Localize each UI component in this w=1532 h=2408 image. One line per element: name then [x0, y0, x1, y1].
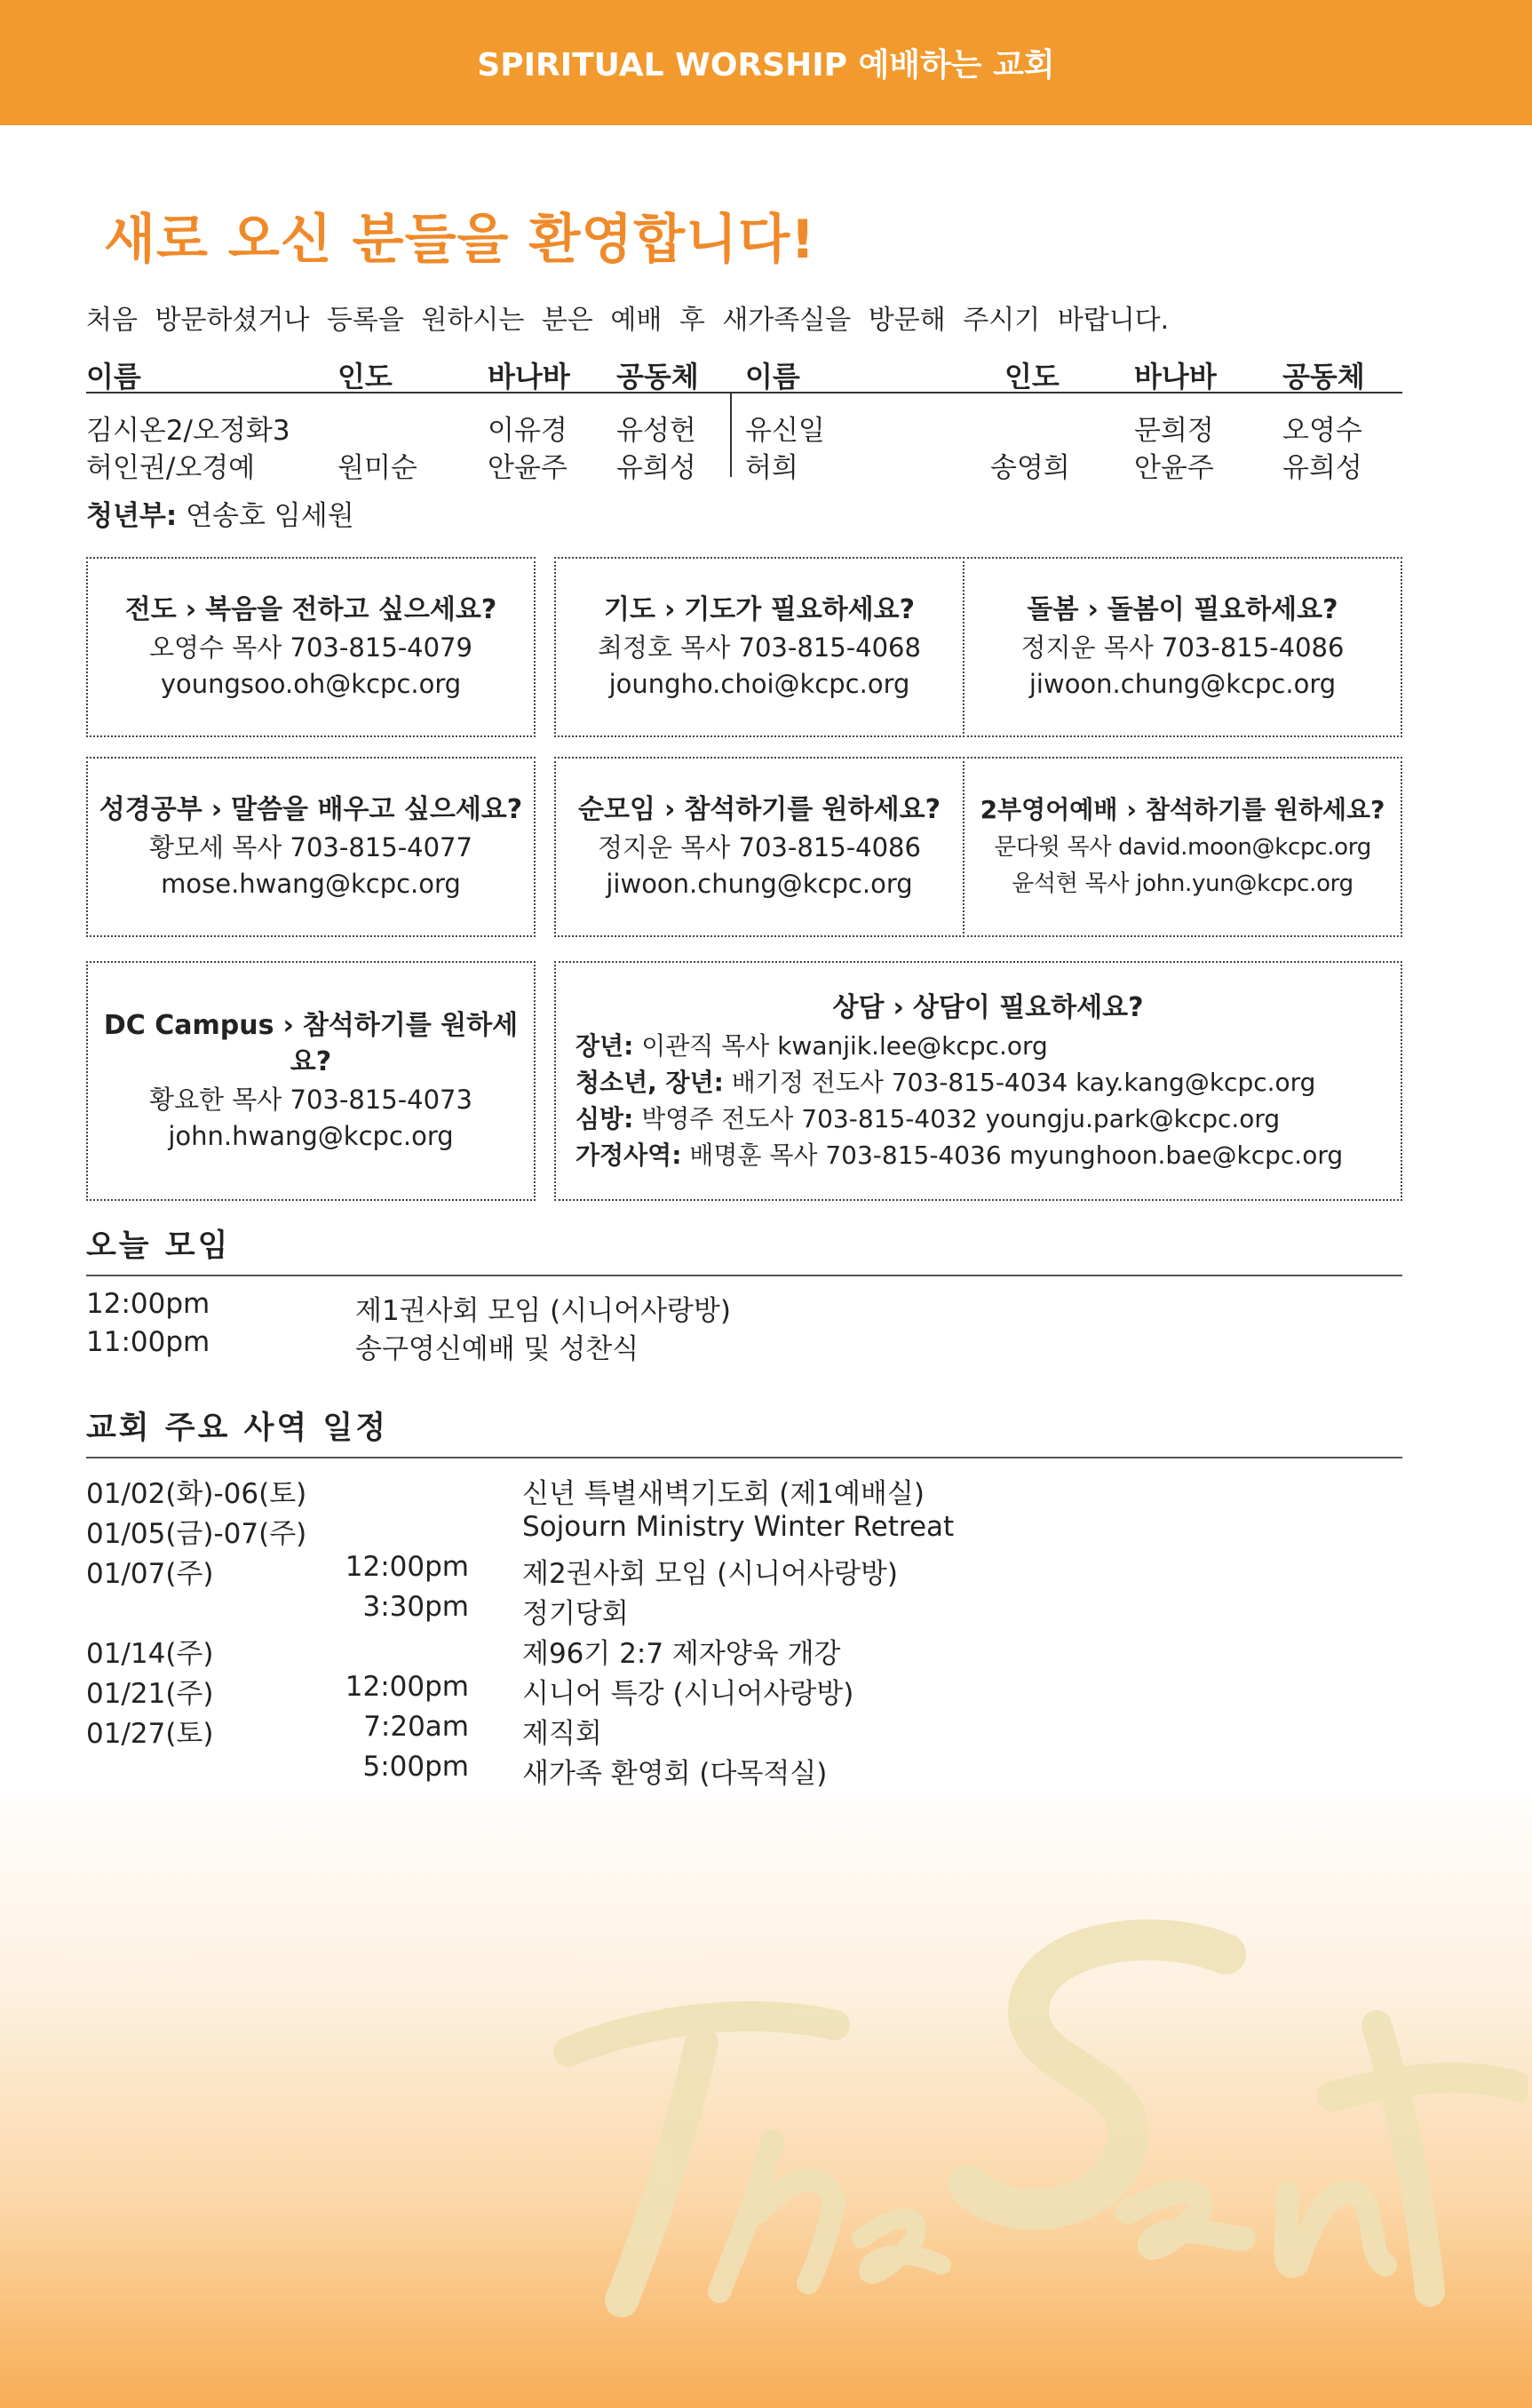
today-time: 12:00pm: [86, 1288, 210, 1320]
youth-names: 연송호 임세원: [186, 500, 354, 532]
members-header-row: [86, 351, 1402, 393]
member-community: 오영수: [1282, 415, 1362, 447]
counsel-label: 가정사역:: [575, 1140, 682, 1170]
box-category: 기도: [603, 594, 655, 625]
box-category: 상담: [832, 991, 885, 1023]
chevron-right-icon: ›: [1087, 594, 1099, 625]
today-event: 제1권사회 모임 (시니어사랑방): [355, 1295, 731, 1327]
chevron-right-icon: ›: [663, 794, 676, 825]
new-members-table: [86, 351, 1402, 484]
youth-label: 청년부:: [86, 500, 178, 532]
ministry-box-prayer: [554, 557, 964, 737]
box-contact: 오영수 목사 703-815-4079: [149, 632, 472, 663]
box-contact-2: 윤석현 목사 john.yun@kcpc.org: [1012, 870, 1353, 897]
counsel-line: [575, 1064, 1401, 1101]
counsel-text: 이관직 목사 kwanjik.lee@kcpc.org: [641, 1030, 1048, 1061]
ministry-box-cell-group: [554, 757, 964, 937]
member-barnabas: 문희정: [1134, 415, 1214, 447]
member-guide: 원미순: [337, 452, 417, 484]
box-title: [556, 592, 963, 628]
schedule-date: 01/21(주): [86, 1678, 214, 1710]
box-contact: 문다윗 목사 david.moon@kcpc.org: [994, 834, 1371, 861]
schedule-time: 3:30pm: [362, 1591, 469, 1623]
schedule-event: 신년 특별새벽기도회 (제1예배실): [522, 1478, 925, 1510]
table-row: [86, 404, 1402, 447]
box-email: jiwoon.chung@kcpc.org: [606, 869, 913, 899]
member-name: 허인권/오경예: [86, 452, 256, 484]
box-question: 참석하기를 원하세요?: [290, 1010, 519, 1077]
box-contact: 정지운 목사 703-815-4086: [1020, 632, 1345, 663]
box-question: 참석하기를 원하세요?: [684, 794, 941, 825]
box-question: 말씀을 배우고 싶으세요?: [231, 794, 523, 825]
box-title: [575, 989, 1401, 1026]
box-question: 복음을 전하고 싶으세요?: [205, 594, 497, 625]
box-title: [964, 791, 1401, 828]
chevron-right-icon: ›: [185, 594, 197, 625]
the-sent-watermark-logo: [551, 1919, 1528, 2345]
welcome-title: 새로 오신 분들을 환영합니다!: [104, 209, 816, 271]
box-contact: 황요한 목사 703-815-4073: [149, 1085, 472, 1115]
schedule-date: 01/07(주): [86, 1558, 214, 1590]
page-header: [0, 0, 1532, 125]
youth-line: [86, 493, 354, 533]
chevron-right-icon: ›: [210, 794, 223, 825]
member-name: 허희: [745, 452, 798, 484]
box-title: [88, 1007, 534, 1080]
member-name: 유신일: [745, 415, 825, 447]
schedule-event: 제직회: [522, 1718, 602, 1750]
col-header-barnabas: 바나바: [488, 360, 570, 393]
counsel-line: [575, 1028, 1401, 1064]
ministry-box-english-service: [963, 757, 1402, 937]
box-contact: 최정호 목사 703-815-4068: [598, 632, 921, 663]
welcome-intro: 처음 방문하셨거나 등록을 원하시는 분은 예배 후 새가족실을 방문해 주시기 바랍니다.: [86, 305, 1170, 336]
member-community: 유성헌: [616, 415, 696, 447]
box-category: DC Campus: [103, 1010, 274, 1041]
box-category: 돌봄: [1027, 594, 1079, 625]
schedule-event: 정기당회: [522, 1598, 629, 1630]
box-question: 돌봄이 필요하세요?: [1107, 594, 1338, 625]
schedule-title: 교회 주요 사역 일정: [86, 1403, 1402, 1458]
box-title: [88, 791, 534, 828]
member-community: 유희성: [616, 452, 696, 484]
col-header-guide-2: 인도: [1004, 360, 1060, 393]
member-barnabas: 안윤주: [488, 452, 568, 484]
table-row: [86, 441, 1402, 484]
box-email: youngsoo.oh@kcpc.org: [160, 669, 462, 699]
counsel-line: [575, 1137, 1401, 1173]
box-contact: 정지운 목사 703-815-4086: [598, 832, 921, 862]
box-email: jiwoon.chung@kcpc.org: [1028, 669, 1337, 699]
schedule-event: 새가족 환영회 (다목적실): [522, 1758, 828, 1790]
box-contact: 황모세 목사 703-815-4077: [149, 832, 472, 862]
chevron-right-icon: ›: [282, 1010, 294, 1041]
col-header-name: 이름: [86, 360, 141, 393]
member-community: 유희성: [1282, 452, 1362, 484]
counsel-label: 청소년, 장년:: [575, 1067, 724, 1097]
counsel-text: 박영주 전도사 703-815-4032 youngju.park@kcpc.org: [641, 1103, 1281, 1133]
member-barnabas: 이유경: [488, 415, 568, 447]
member-barnabas: 안윤주: [1134, 452, 1214, 484]
member-name: 김시온2/오정화3: [86, 415, 290, 447]
box-question: 참석하기를 원하세요?: [1145, 795, 1385, 824]
schedule-time: 12:00pm: [345, 1671, 469, 1703]
today-event: 송구영신예배 및 성찬식: [355, 1333, 639, 1365]
box-email: mose.hwang@kcpc.org: [161, 869, 461, 899]
ministry-box-dc-campus: [86, 961, 536, 1201]
header-title: SPIRITUAL WORSHIP 예배하는 교회: [477, 47, 1055, 83]
box-question: 기도가 필요하세요?: [684, 594, 916, 625]
ministry-box-care: [963, 557, 1402, 737]
today-time: 11:00pm: [86, 1326, 210, 1358]
schedule-event: 시니어 특강 (시니어사랑방): [522, 1678, 854, 1710]
col-header-barnabas-2: 바나바: [1134, 360, 1217, 393]
today-meetings-title: 오늘 모임: [86, 1221, 1402, 1276]
schedule-date: 01/27(토): [86, 1718, 214, 1750]
chevron-right-icon: ›: [893, 991, 904, 1023]
box-category: 2부영어예배: [980, 795, 1118, 824]
schedule-date: 01/05(금)-07(주): [86, 1518, 307, 1550]
ministry-box-bible-study: [86, 757, 536, 937]
counsel-text: 배명훈 목사 703-815-4036 myunghoon.bae@kcpc.org: [689, 1140, 1344, 1170]
counsel-label: 장년:: [575, 1030, 634, 1061]
col-header-community-2: 공동체: [1282, 360, 1365, 393]
col-header-guide: 인도: [337, 360, 393, 393]
box-title: [556, 791, 963, 828]
schedule-date: 01/14(주): [86, 1638, 214, 1670]
ministry-box-counseling: [554, 961, 1402, 1201]
schedule-time: 7:20am: [363, 1711, 469, 1743]
box-category: 전도: [124, 594, 177, 625]
col-header-name-2: 이름: [745, 360, 800, 393]
schedule-time: 5:00pm: [362, 1751, 469, 1783]
box-question: 상담이 필요하세요?: [912, 991, 1144, 1023]
counsel-line: [575, 1101, 1401, 1137]
schedule-event: 제96기 2:7 제자양육 개강: [522, 1638, 841, 1670]
box-title: [964, 592, 1401, 628]
counsel-text: 배기정 전도사 703-815-4034 kay.kang@kcpc.org: [731, 1067, 1316, 1097]
box-email: john.hwang@kcpc.org: [168, 1121, 454, 1151]
schedule-date: 01/02(화)-06(토): [86, 1478, 307, 1510]
box-title: [88, 592, 534, 628]
chevron-right-icon: ›: [1126, 795, 1137, 824]
chevron-right-icon: ›: [663, 594, 676, 625]
box-category: 성경공부: [99, 794, 202, 825]
schedule-event: 제2권사회 모임 (시니어사랑방): [522, 1558, 898, 1590]
schedule-time: 12:00pm: [345, 1551, 469, 1583]
schedule-event: Sojourn Ministry Winter Retreat: [522, 1511, 955, 1543]
ministry-box-evangelism: [86, 557, 536, 737]
member-guide: 송영희: [990, 452, 1070, 484]
box-email: joungho.choi@kcpc.org: [608, 669, 910, 699]
box-category: 순모임: [578, 794, 655, 825]
col-header-community: 공동체: [616, 360, 699, 393]
counsel-label: 심방:: [575, 1103, 634, 1133]
